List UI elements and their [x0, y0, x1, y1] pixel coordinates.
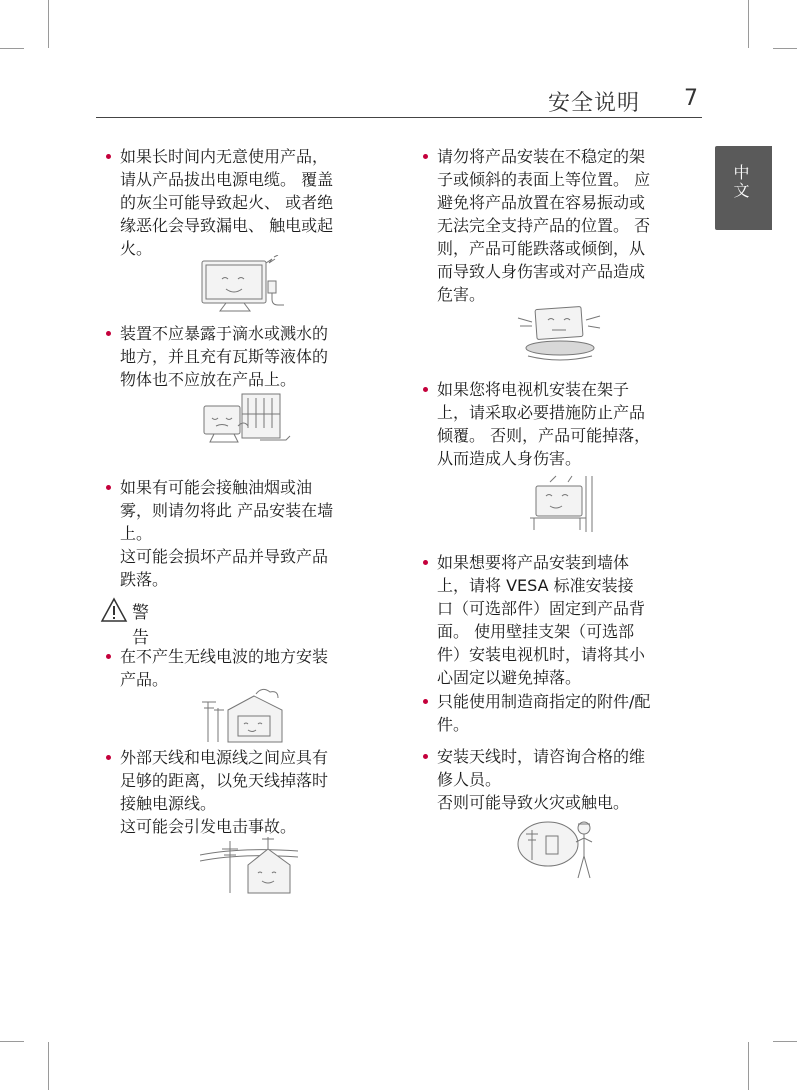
safety-item-unstable-surface: 请勿将产品安装在不稳定的架 子或倾斜的表面上等位置。 应 避免将产品放置在容易振动或 无法完全支持产品的位置。 否 则，产品可能跌落或倾倒，从 而导致人身伤害或对产品造成 危害。 [437, 147, 651, 304]
safety-item-accessories: 只能使用制造商指定的附件/配 件。 [437, 692, 651, 734]
crop-mark [748, 1042, 749, 1090]
antenna-powerline-illustration [200, 835, 300, 895]
house-antenna-illustration [198, 688, 298, 746]
crop-mark [0, 48, 24, 49]
technician-antenna-illustration [512, 816, 604, 882]
tv-unplugged-illustration [200, 255, 295, 315]
crop-mark [48, 0, 49, 48]
crop-mark [0, 1041, 24, 1042]
safety-item-water: 装置不应暴露于滴水或溅水的 地方，并且充有瓦斯等液体的 物体也不应放在产品上。 [120, 324, 329, 389]
header-divider [96, 117, 702, 118]
page-title: 安全说明 [548, 91, 641, 116]
safety-item-oil-smoke: 如果有可能会接触油烟或油 雾，则请勿将此 产品安装在墙 上。 这可能会损坏产品并导致产品 跌落。 [120, 478, 334, 589]
safety-item-radio-waves: 在不产生无线电波的地方安装 产品。 [120, 647, 329, 689]
language-tab-label: 中文 [731, 164, 750, 200]
safety-item-wall-mount: 如果想要将产品安装到墙体 上，请将 VESA 标准安装接 口（可选部件）固定到产品背 面。 使用壁挂支架（可选部 件）安装电视机时，请将其小 心固定以避免掉落。 [437, 553, 646, 687]
page-number: 7 [684, 86, 698, 111]
language-tab [715, 146, 772, 230]
tv-unstable-stand-illustration [514, 304, 606, 362]
safety-item-unplug: 如果长时间内无意使用产品， 请从产品拔出电源电缆。 覆盖 的灰尘可能导致起火、 或者绝 缘恶化会导致漏电、 触电或起 火。 [120, 147, 334, 258]
safety-item-antenna-installer: 安装天线时，请咨询合格的维 修人员。 否则可能导致火灾或触电。 [437, 747, 646, 812]
warning-triangle-icon [100, 597, 128, 623]
safety-item-antenna-distance: 外部天线和电源线之间应具有 足够的距离，以免天线掉落时 接触电源线。 这可能会引发电击事故。 [120, 748, 329, 836]
crop-mark [773, 1041, 797, 1042]
warning-label: 警告 [132, 603, 149, 648]
crop-mark [773, 48, 797, 49]
tv-on-shelf-illustration [520, 472, 600, 534]
tv-near-water-illustration [198, 390, 298, 448]
safety-item-shelf-tipping: 如果您将电视机安装在架子 上，请采取必要措施防止产品 倾覆。 否则，产品可能掉落， 从而造成人身伤害。 [437, 380, 651, 468]
crop-mark [48, 1042, 49, 1090]
crop-mark [748, 0, 749, 48]
